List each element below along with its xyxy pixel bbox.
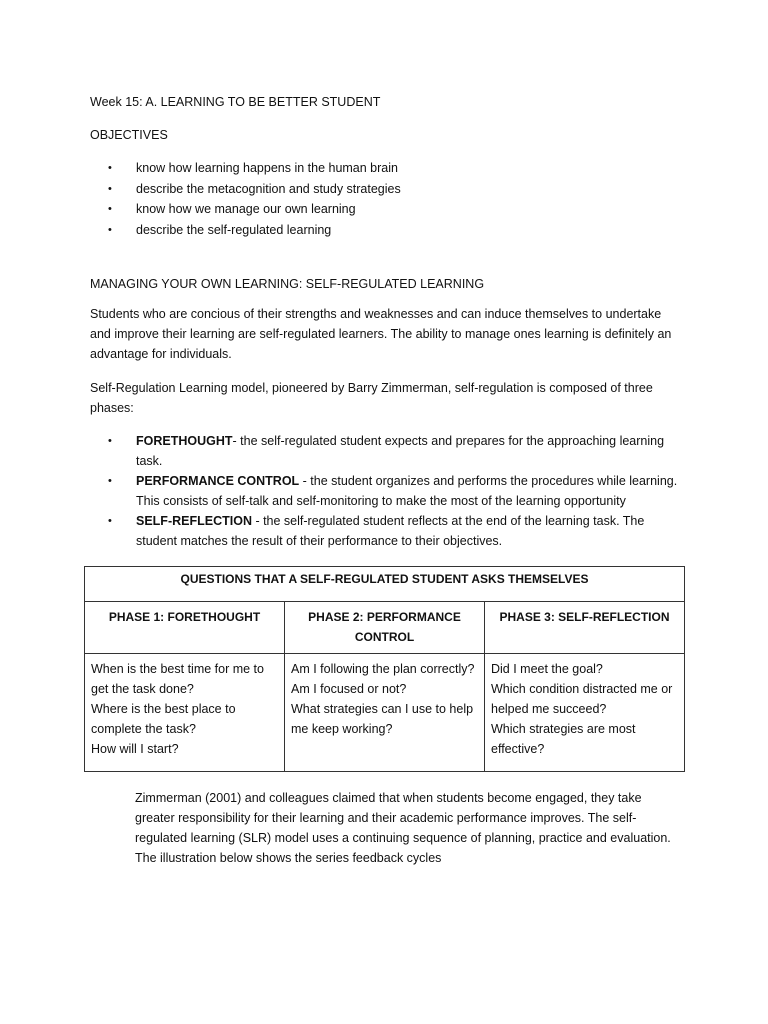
zimmerman-paragraph: Zimmerman (2001) and colleagues claimed that when students become engaged, they take greater responsibility for their learning and their academic performance improves. The self-regulated learning (SLR) model uses a continuing sequence of planning, practice and evaluation. The illustration below shows the series feedback cycles (135, 791, 671, 865)
question-text: Am I focused or not? (291, 682, 407, 696)
list-item (108, 179, 401, 200)
table-header-phase-2: PHASE 2: PERFORMANCE CONTROL (285, 602, 485, 654)
objective-text: know how we manage our own learning (136, 202, 356, 216)
question-text: Which condition distracted me or helped me succeed? (491, 682, 673, 716)
list-item (108, 199, 401, 220)
bullet-icon: • (108, 182, 112, 195)
objective-text: know how learning happens in the human brain (136, 161, 398, 175)
table-header-phase-3: PHASE 3: SELF-REFLECTION (485, 602, 685, 654)
phase-description: - the student organizes and performs the procedures while learning. This consists of self-talk and self-monitoring to make the most of the learning opportunity (136, 474, 678, 508)
phase-description: - the self-regulated student reflects at the end of the learning task. The student matches the result of their performance to their objectives. (136, 514, 645, 548)
question-text: How will I start? (91, 742, 179, 756)
table-row (85, 654, 685, 772)
objective-text: describe the metacognition and study strategies (136, 181, 401, 196)
table-header-phase-1: PHASE 1: FORETHOUGHT (85, 602, 285, 654)
phase-description: - the self-regulated student expects and prepares for the approaching learning task. (136, 434, 665, 468)
model-paragraph: Self-Regulation Learning model, pioneered by Barry Zimmerman, self-regulation is composed of three phases: (90, 381, 653, 415)
document-title: Week 15: A. LEARNING TO BE BETTER STUDENT (90, 95, 381, 109)
list-item (108, 158, 401, 179)
list-item (108, 220, 401, 241)
bullet-icon: • (108, 203, 112, 215)
phase-term: FORETHOUGHT (136, 434, 233, 448)
table-caption: QUESTIONS THAT A SELF-REGULATED STUDENT ASKS THEMSELVES (85, 567, 685, 602)
question-text: Did I meet the goal? (491, 662, 603, 676)
question-text: Which strategies are most effective? (491, 722, 636, 756)
question-text: Am I following the plan correctly? (291, 662, 475, 676)
objectives-list (108, 158, 401, 240)
bullet-icon: • (108, 435, 112, 447)
phases-list (108, 431, 683, 551)
question-text: What strategies can I use to help me keep working? (291, 702, 474, 736)
list-item (108, 471, 683, 511)
question-text: When is the best time for me to get the task done? (91, 662, 264, 696)
table-cell-phase-2 (285, 654, 485, 772)
bullet-icon: • (108, 162, 112, 174)
question-text: Where is the best place to complete the task? (91, 702, 236, 736)
objective-text: describe the self-regulated learning (136, 222, 332, 237)
phase-term: PERFORMANCE CONTROL (136, 474, 300, 488)
questions-table (84, 566, 685, 772)
objectives-heading: OBJECTIVES (90, 128, 168, 142)
section-heading: MANAGING YOUR OWN LEARNING: SELF-REGULATED LEARNING (90, 277, 485, 291)
bullet-icon: • (108, 475, 112, 487)
bullet-icon: • (108, 515, 112, 527)
phase-term: SELF-REFLECTION (136, 514, 252, 528)
list-item (108, 511, 683, 551)
bullet-icon: • (108, 223, 112, 236)
intro-paragraph: Students who are concious of their strengths and weaknesses and can induce themselves to undertake and improve their learning are self-regulated learners. The ability to manage ones learning is definitely an advantage for individuals. (90, 307, 672, 361)
table-cell-phase-3 (485, 654, 685, 772)
list-item (108, 431, 683, 471)
table-cell-phase-1 (85, 654, 285, 772)
